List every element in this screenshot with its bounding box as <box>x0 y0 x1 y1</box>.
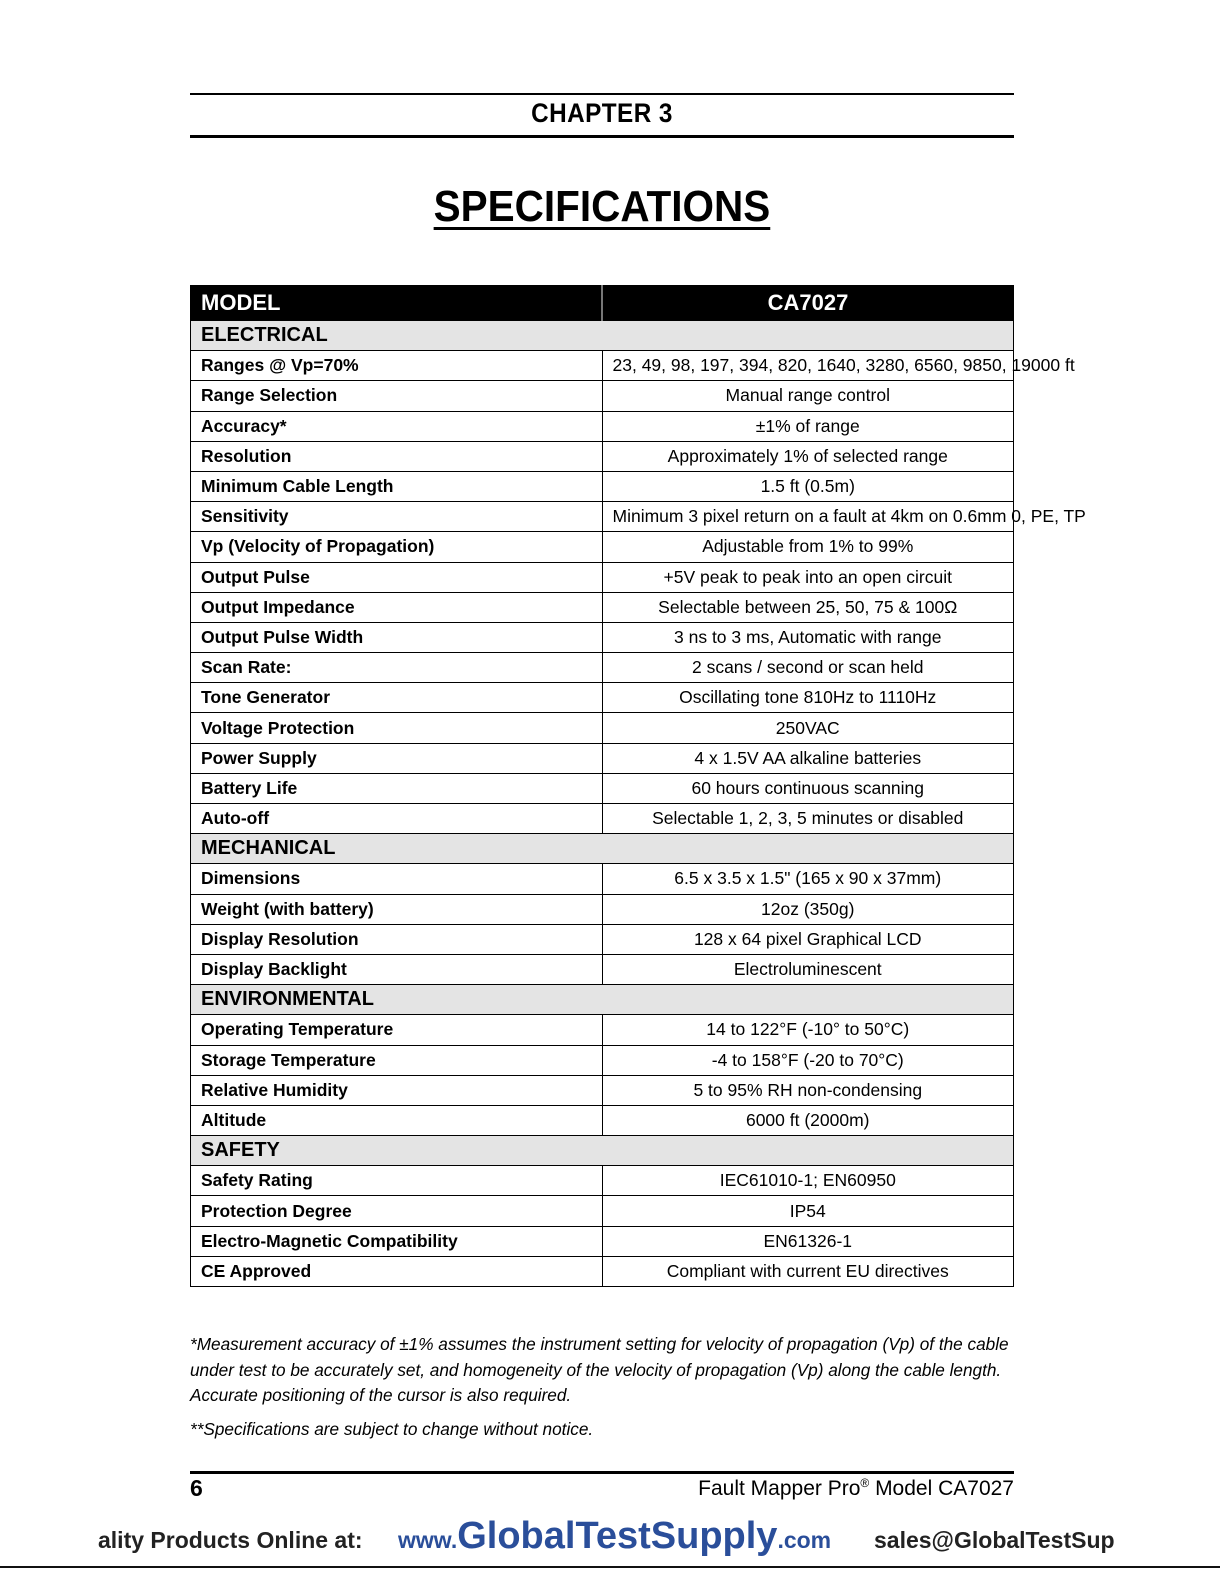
spec-value: EN61326-1 <box>602 1226 1014 1256</box>
spec-value: Minimum 3 pixel return on a fault at 4km on 0.6mm 0, PE, TP <box>602 502 1014 532</box>
table-row <box>191 924 1014 954</box>
spec-label: Output Pulse Width <box>191 622 603 652</box>
table-row <box>191 592 1014 622</box>
spec-label: Altitude <box>191 1105 603 1135</box>
spec-value: 14 to 122°F (-10° to 50°C) <box>602 1015 1014 1045</box>
spec-value: Selectable between 25, 50, 75 & 100Ω <box>602 592 1014 622</box>
spec-label: Storage Temperature <box>191 1045 603 1075</box>
table-row <box>191 894 1014 924</box>
chapter-title: CHAPTER 3 <box>531 98 673 128</box>
table-row <box>191 411 1014 441</box>
spec-label: Scan Rate: <box>191 653 603 683</box>
footer-title <box>698 1476 1014 1501</box>
spec-label: CE Approved <box>191 1256 603 1286</box>
spec-value: 5 to 95% RH non-condensing <box>602 1075 1014 1105</box>
spec-label: Electro-Magnetic Compatibility <box>191 1226 603 1256</box>
table-row <box>191 1015 1014 1045</box>
model-label: MODEL <box>191 286 603 321</box>
spec-value: Selectable 1, 2, 3, 5 minutes or disabled <box>602 804 1014 834</box>
section-title: ENVIRONMENTAL <box>191 985 1014 1015</box>
spec-label: Safety Rating <box>191 1166 603 1196</box>
section-row-environmental <box>191 985 1014 1015</box>
table-row <box>191 1075 1014 1105</box>
spec-value: Approximately 1% of selected range <box>602 441 1014 471</box>
page-heading-text: SPECIFICATIONS <box>433 182 771 231</box>
spec-value: 2 scans / second or scan held <box>602 653 1014 683</box>
spec-value: -4 to 158°F (-20 to 70°C) <box>602 1045 1014 1075</box>
spec-label: Relative Humidity <box>191 1075 603 1105</box>
spec-label: Vp (Velocity of Propagation) <box>191 532 603 562</box>
table-row <box>191 532 1014 562</box>
table-row <box>191 864 1014 894</box>
spec-label: Power Supply <box>191 743 603 773</box>
spec-label: Auto-off <box>191 804 603 834</box>
table-row <box>191 1045 1014 1075</box>
spec-label: Display Backlight <box>191 954 603 984</box>
spec-label: Minimum Cable Length <box>191 471 603 501</box>
spec-value: ±1% of range <box>602 411 1014 441</box>
footer-title-prefix: Fault Mapper Pro <box>698 1477 861 1500</box>
spec-label: Protection Degree <box>191 1196 603 1226</box>
spec-value: IP54 <box>602 1196 1014 1226</box>
table-row <box>191 1105 1014 1135</box>
table-row <box>191 683 1014 713</box>
bottom-rule <box>0 1566 1220 1568</box>
spec-value: Adjustable from 1% to 99% <box>602 532 1014 562</box>
spec-label: Sensitivity <box>191 502 603 532</box>
table-row <box>191 773 1014 803</box>
spec-value: 250VAC <box>602 713 1014 743</box>
spec-value: Manual range control <box>602 381 1014 411</box>
url-main: GlobalTestSupply <box>457 1515 778 1557</box>
spec-value: Compliant with current EU directives <box>602 1256 1014 1286</box>
page-heading <box>190 182 1014 232</box>
spec-value: Oscillating tone 810Hz to 1110Hz <box>602 683 1014 713</box>
spec-label: Weight (with battery) <box>191 894 603 924</box>
table-header-row <box>191 286 1014 321</box>
table-row <box>191 653 1014 683</box>
spec-label: Ranges @ Vp=70% <box>191 351 603 381</box>
spec-label: Dimensions <box>191 864 603 894</box>
section-row-safety <box>191 1136 1014 1166</box>
accuracy-note: *Measurement accuracy of ±1% assumes the instrument setting for velocity of propagation (Vp) of the cable under test to be accurately set, and homogeneity of the velocity of propagation (Vp) along the cable length. Accurate positioning of the cursor is also required. <box>190 1334 1009 1405</box>
section-title: SAFETY <box>191 1136 1014 1166</box>
chapter-rule-top <box>190 93 1014 95</box>
spec-value: Electroluminescent <box>602 954 1014 984</box>
spec-value: 4 x 1.5V AA alkaline batteries <box>602 743 1014 773</box>
url-suffix: .com <box>777 1527 832 1553</box>
table-row <box>191 713 1014 743</box>
spec-label: Range Selection <box>191 381 603 411</box>
spec-value: 12oz (350g) <box>602 894 1014 924</box>
spec-value: 60 hours continuous scanning <box>602 773 1014 803</box>
banner-email-link[interactable]: sales@GlobalTestSup <box>874 1527 1115 1553</box>
spec-value: 23, 49, 98, 197, 394, 820, 1640, 3280, 6560, 9850, 19000 ft <box>602 351 1014 381</box>
table-row <box>191 351 1014 381</box>
table-row <box>191 1196 1014 1226</box>
table-row <box>191 441 1014 471</box>
table-row <box>191 471 1014 501</box>
spec-label: Operating Temperature <box>191 1015 603 1045</box>
table-row <box>191 743 1014 773</box>
spec-value: +5V peak to peak into an open circuit <box>602 562 1014 592</box>
section-row-mechanical <box>191 834 1014 864</box>
section-title: ELECTRICAL <box>191 321 1014 351</box>
section-row-electrical <box>191 321 1014 351</box>
url-prefix: www. <box>398 1527 458 1553</box>
registered-mark: ® <box>860 1476 870 1490</box>
spec-value: IEC61010-1; EN60950 <box>602 1166 1014 1196</box>
table-body <box>191 321 1086 1287</box>
table-row <box>191 1226 1014 1256</box>
spec-label: Tone Generator <box>191 683 603 713</box>
change-note: **Specifications are subject to change without notice. <box>190 1418 594 1439</box>
table-row <box>191 502 1014 532</box>
spec-label: Battery Life <box>191 773 603 803</box>
spec-value: 6.5 x 3.5 x 1.5" (165 x 90 x 37mm) <box>602 864 1014 894</box>
spec-label: Output Impedance <box>191 592 603 622</box>
spec-label: Voltage Protection <box>191 713 603 743</box>
table-row <box>191 622 1014 652</box>
page-number: 6 <box>190 1475 203 1501</box>
model-value: CA7027 <box>602 286 1014 321</box>
specifications-table <box>190 285 1086 1287</box>
table-row <box>191 1166 1014 1196</box>
spec-value: 1.5 ft (0.5m) <box>602 471 1014 501</box>
chapter-rule-bottom <box>190 135 1014 138</box>
banner-website-link[interactable] <box>398 1515 831 1558</box>
footer-title-suffix: Model CA7027 <box>869 1477 1014 1500</box>
spec-value: 6000 ft (2000m) <box>602 1105 1014 1135</box>
table-row <box>191 381 1014 411</box>
table-row <box>191 562 1014 592</box>
spec-value: 128 x 64 pixel Graphical LCD <box>602 924 1014 954</box>
spec-label: Output Pulse <box>191 562 603 592</box>
vendor-banner <box>0 1515 1220 1565</box>
footer-rule <box>190 1471 1014 1474</box>
spec-value: 3 ns to 3 ms, Automatic with range <box>602 622 1014 652</box>
footnotes <box>190 1332 1020 1450</box>
banner-tagline: ality Products Online at: <box>98 1527 363 1553</box>
section-title: MECHANICAL <box>191 834 1014 864</box>
table-row <box>191 1256 1014 1286</box>
spec-label: Accuracy* <box>191 411 603 441</box>
spec-label: Display Resolution <box>191 924 603 954</box>
spec-label: Resolution <box>191 441 603 471</box>
table-row <box>191 804 1014 834</box>
table-row <box>191 954 1014 984</box>
